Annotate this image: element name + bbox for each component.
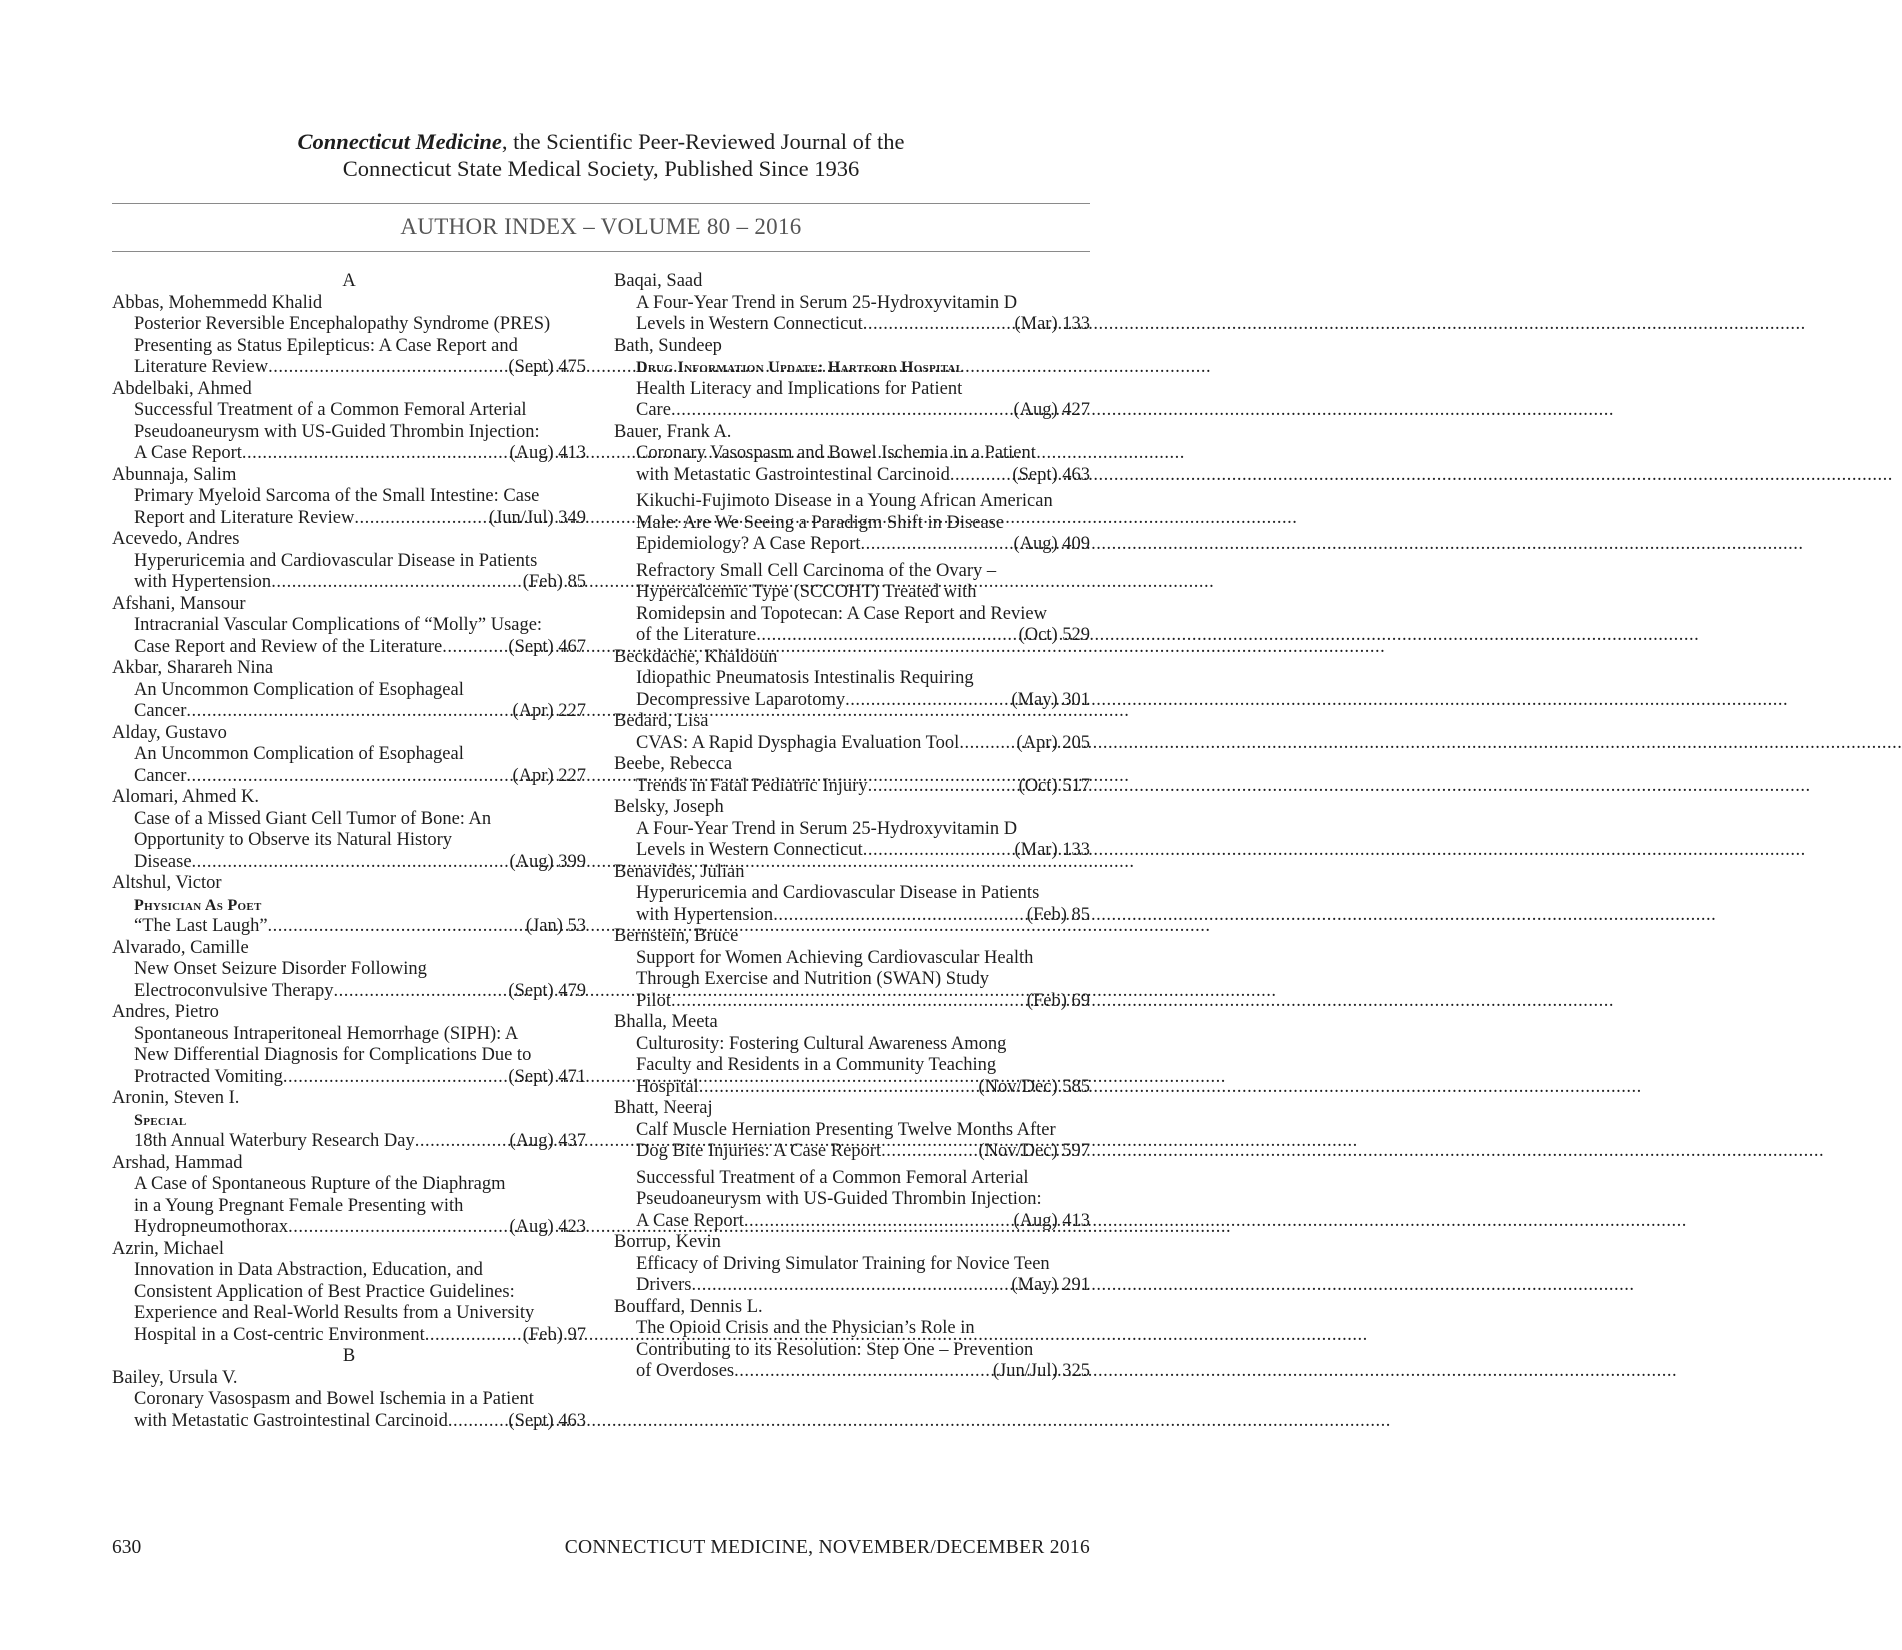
article-title-end: Case Report and Review of the Literature — [134, 636, 443, 657]
issue-page-ref: (Feb) 97 — [522, 1324, 586, 1345]
article-title-line: New Differential Diagnosis for Complications Due to — [134, 1045, 532, 1065]
journal-name: Connecticut Medicine — [297, 129, 502, 154]
article-citation — [134, 1389, 586, 1432]
department-heading: Drug Information Update: Hartford Hospital — [636, 359, 964, 376]
issue-page-ref: (Mar) 133 — [1014, 314, 1090, 334]
author-name: Altshul, Victor — [112, 873, 222, 893]
issue-page-ref: (Jan) 53 — [525, 916, 586, 936]
article-title-end: A Case Report — [636, 1210, 744, 1231]
article-citation — [134, 680, 586, 723]
author-name: Andres, Pietro — [112, 1002, 219, 1022]
article-title-end: with Metastatic Gastrointestinal Carcinoid — [636, 464, 950, 485]
author-name: Bailey, Ursula V. — [112, 1367, 238, 1388]
dot-leader — [186, 701, 512, 723]
article-title-end: Disease — [134, 851, 192, 872]
dot-leader — [881, 1141, 978, 1163]
issue-page-ref: (May) 291 — [1011, 1275, 1090, 1295]
article-citation — [636, 1254, 1090, 1297]
author-name: Abdelbaki, Ahmed — [112, 378, 252, 399]
author-entry — [112, 938, 586, 1003]
author-entry — [614, 422, 1090, 647]
author-name: Arshad, Hammad — [112, 1152, 243, 1173]
issue-page-ref: (Aug) 413 — [509, 443, 586, 463]
article-citation — [134, 1024, 586, 1089]
dot-leader — [268, 916, 526, 938]
article-title-line: Health Literacy and Implications for Patient — [636, 378, 963, 399]
article-title-end: Pilot — [636, 990, 671, 1011]
author-name: Bouffard, Dennis L. — [614, 1296, 763, 1317]
issue-page-ref: (Apr) 227 — [512, 765, 586, 786]
author-name: Benavides, Julian — [614, 861, 745, 882]
issue-page-ref: (Feb) 69 — [1026, 990, 1090, 1011]
article-title-line: Faculty and Residents in a Community Teaching — [636, 1055, 997, 1075]
issue-page-ref: (Nov/Dec) 585 — [978, 1076, 1090, 1097]
index-letter: A — [342, 271, 356, 291]
article-last-line — [134, 852, 586, 874]
author-name: Azrin, Michael — [112, 1238, 224, 1259]
article-title-end: Literature Review — [134, 357, 269, 377]
author-entry — [112, 1368, 586, 1433]
author-entry — [112, 1239, 586, 1347]
article-last-line — [636, 1275, 1090, 1297]
article-last-line — [134, 637, 586, 659]
dot-leader — [354, 508, 489, 530]
article-title-line: Contributing to its Resolution: Step One – Prevention — [636, 1339, 1034, 1360]
article-title-line: Coronary Vasospasm and Bowel Ischemia in a Patient — [134, 1389, 534, 1409]
article-last-line — [134, 357, 586, 379]
article-last-line — [134, 508, 586, 530]
article-last-line — [636, 400, 1090, 422]
author-name: Bauer, Frank A. — [614, 421, 732, 442]
issue-page-ref: (Aug) 437 — [509, 1131, 586, 1151]
article-title-line: Idiopathic Pneumatosis Intestinalis Requiring — [636, 668, 974, 688]
dot-leader — [863, 840, 1015, 862]
article-last-line — [636, 776, 1090, 798]
issue-page-ref: (Feb) 85 — [522, 572, 586, 592]
issue-page-ref: (Oct) 517 — [1018, 775, 1090, 796]
dot-leader — [442, 637, 508, 659]
article-citation — [636, 883, 1090, 926]
author-name: Acevedo, Andres — [112, 529, 240, 549]
article-last-line — [636, 625, 1090, 647]
article-title-line: Experience and Real-World Results from a University — [134, 1303, 535, 1323]
article-title-line: A Four-Year Trend in Serum 25-Hydroxyvitamin D — [636, 818, 1018, 839]
article-citation — [636, 443, 1090, 486]
dot-leader — [756, 625, 1018, 647]
author-name: Beckdache, Khaldoun — [614, 646, 778, 667]
journal-header — [112, 128, 1090, 182]
dot-leader — [744, 1211, 1014, 1233]
article-citation — [134, 1260, 586, 1346]
author-entry — [112, 1088, 586, 1153]
article-title-end: Report and Literature Review — [134, 507, 355, 528]
header-divider-top — [112, 203, 1090, 204]
article-title-line: Calf Muscle Herniation Presenting Twelve Months After — [636, 1119, 1056, 1140]
article-title-line: Pseudoaneurysm with US-Guided Thrombin Injection: — [134, 421, 540, 442]
dot-leader — [868, 776, 1019, 798]
dot-leader — [192, 852, 510, 874]
article-title-end: A Case Report — [134, 443, 242, 463]
article-last-line — [636, 840, 1090, 862]
article-citation — [636, 1168, 1090, 1233]
issue-page-ref: (Sept) 463 — [508, 1410, 586, 1431]
article-last-line — [636, 1211, 1090, 1233]
article-last-line — [134, 916, 586, 938]
author-entry — [112, 594, 586, 659]
dot-leader — [861, 534, 1014, 556]
article-title-line: Through Exercise and Nutrition (SWAN) Study — [636, 969, 989, 989]
index-title: AUTHOR INDEX – VOLUME 80 – 2016 — [400, 214, 802, 239]
dot-leader — [242, 443, 510, 465]
article-title-line: An Uncommon Complication of Esophageal — [134, 744, 464, 764]
article-title-line: Case of a Missed Giant Cell Tumor of Bone: An — [134, 808, 492, 829]
article-citation — [134, 551, 586, 594]
dot-leader — [734, 1361, 993, 1383]
article-last-line — [134, 443, 586, 465]
article-citation — [134, 959, 586, 1002]
article-title-end: of Overdoses — [636, 1361, 735, 1381]
issue-page-ref: (May) 301 — [1011, 689, 1090, 710]
dot-leader — [283, 1067, 509, 1089]
issue-page-ref: (Feb) 85 — [1026, 904, 1090, 925]
author-name: Baqai, Saad — [614, 271, 703, 291]
article-citation — [134, 314, 586, 379]
article-title-line: Presenting as Status Epilepticus: A Case Report and — [134, 335, 518, 356]
article-citation — [636, 491, 1090, 556]
dot-leader — [959, 733, 1016, 755]
article-citation — [636, 1034, 1090, 1099]
article-last-line — [134, 1131, 586, 1153]
article-title-end: Hospital — [636, 1076, 699, 1097]
issue-page-ref: (Mar) 133 — [1014, 840, 1090, 860]
department-heading: Special — [134, 1111, 187, 1129]
article-title-line: Posterior Reversible Encephalopathy Syndrome (PRES) — [134, 314, 551, 334]
author-entry — [112, 379, 586, 465]
article-citation — [636, 948, 1090, 1013]
article-title-end: Decompressive Laparotomy — [636, 689, 846, 710]
author-name: Akbar, Sharareh Nina — [112, 658, 274, 678]
author-entry — [614, 336, 1090, 422]
article-title-end: Electroconvulsive Therapy — [134, 980, 334, 1001]
issue-page-ref: (Sept) 475 — [508, 357, 586, 377]
article-title-line: Kikuchi-Fujimoto Disease in a Young African American — [636, 491, 1053, 511]
article-last-line — [134, 766, 586, 788]
author-name: Aronin, Steven I. — [112, 1088, 240, 1108]
article-title-line: Consistent Application of Best Practice Guidelines: — [134, 1281, 515, 1302]
author-name: Bhalla, Meeta — [614, 1012, 718, 1032]
article-title-line: Male: Are We Seeing a Paradigm Shift in Disease — [636, 512, 1005, 533]
department-heading: Physician As Poet — [134, 896, 262, 914]
article-title-line: Opportunity to Observe its Natural History — [134, 830, 453, 850]
author-entry — [614, 1232, 1090, 1297]
article-title-line: Culturosity: Fostering Cultural Awareness Among — [636, 1033, 1007, 1054]
author-entry — [614, 271, 1090, 336]
dot-leader — [415, 1131, 510, 1153]
header-title-rest: , the Scientific Peer-Reviewed Journal of the — [501, 129, 905, 154]
article-title-line: Successful Treatment of a Common Femoral Arterial — [636, 1167, 1029, 1188]
article-last-line — [636, 1141, 1090, 1163]
article-last-line — [636, 465, 1090, 487]
dot-leader — [288, 1217, 509, 1239]
author-name: Afshani, Mansour — [112, 593, 246, 614]
article-title-line: Refractory Small Cell Carcinoma of the Ovary – — [636, 560, 997, 581]
author-entry — [112, 465, 586, 530]
article-last-line — [134, 1411, 586, 1433]
issue-page-ref: (Aug) 423 — [509, 1217, 586, 1237]
article-title-end: of the Literature — [636, 625, 757, 645]
article-title-end: with Hypertension — [134, 572, 272, 592]
issue-page-ref: (Oct) 529 — [1018, 625, 1090, 645]
article-title-line: Successful Treatment of a Common Femoral Arterial — [134, 400, 527, 420]
issue-page-ref: (Aug) 399 — [509, 851, 586, 872]
article-title-end: Cancer — [134, 765, 187, 786]
article-title-line: Spontaneous Intraperitoneal Hemorrhage (SIPH): A — [134, 1023, 519, 1044]
author-name: Abunnaja, Salim — [112, 464, 237, 485]
issue-page-ref: (Sept) 463 — [1012, 464, 1090, 485]
dot-leader — [671, 991, 1027, 1013]
author-name: Bedard, Lisa — [614, 711, 709, 731]
issue-page-ref: (Apr) 205 — [1016, 732, 1090, 753]
page-number: 630 — [112, 1537, 142, 1558]
article-citation — [134, 486, 586, 529]
issue-page-ref: (Aug) 427 — [1013, 400, 1090, 420]
article-title-line: A Case of Spontaneous Rupture of the Diaphragm — [134, 1174, 506, 1194]
dot-leader — [334, 981, 509, 1003]
dot-leader — [671, 400, 1014, 422]
article-title-line: Coronary Vasospasm and Bowel Ischemia in a Patient — [636, 443, 1036, 463]
author-name: Beebe, Rebecca — [614, 754, 733, 774]
article-citation — [636, 293, 1090, 336]
article-title-end: with Hypertension — [636, 904, 774, 925]
author-entry — [112, 873, 586, 938]
article-title-line: An Uncommon Complication of Esophageal — [134, 679, 464, 700]
author-name: Bernstein, Bruce — [614, 926, 739, 946]
article-title-line: Innovation in Data Abstraction, Education, and — [134, 1260, 483, 1280]
article-citation — [636, 379, 1090, 422]
author-entry — [112, 529, 586, 594]
issue-page-ref: (Sept) 471 — [508, 1066, 586, 1087]
article-citation — [636, 561, 1090, 647]
article-title-end: 18th Annual Waterbury Research Day — [134, 1131, 415, 1151]
article-last-line — [134, 1217, 586, 1239]
dot-leader — [186, 766, 512, 788]
author-entry — [614, 754, 1090, 797]
article-title-line: Hyperuricemia and Cardiovascular Disease in Patients — [134, 550, 538, 571]
article-title-line: A Four-Year Trend in Serum 25-Hydroxyvitamin D — [636, 292, 1018, 313]
article-title-end: Trends in Fatal Pediatric Injury — [636, 775, 868, 796]
article-title-line: Hypercalcemic Type (SCCOHT) Treated with — [636, 582, 977, 602]
dot-leader — [271, 572, 523, 594]
author-name: Borrup, Kevin — [614, 1232, 721, 1252]
article-citation — [134, 1174, 586, 1239]
article-last-line — [636, 1077, 1090, 1099]
author-name: Alvarado, Camille — [112, 937, 249, 958]
article-citation — [134, 615, 586, 658]
issue-page-ref: (Jun/Jul) 349 — [488, 507, 586, 528]
article-title-line: Primary Myeloid Sarcoma of the Small Intestine: Case — [134, 486, 540, 506]
author-entry — [112, 293, 586, 379]
issue-page-ref: (Apr) 227 — [512, 701, 586, 721]
article-last-line — [134, 701, 586, 723]
article-title-end: Hospital in a Cost-centric Environment — [134, 1324, 425, 1345]
author-name: Alomari, Ahmed K. — [112, 787, 259, 807]
dot-leader — [845, 690, 1011, 712]
dot-leader — [863, 314, 1015, 336]
author-entry — [614, 1297, 1090, 1383]
issue-page-ref: (Nov/Dec) 597 — [978, 1141, 1090, 1161]
article-title-line: Pseudoaneurysm with US-Guided Thrombin Injection: — [636, 1189, 1042, 1209]
article-last-line — [636, 314, 1090, 336]
article-title-line: Hyperuricemia and Cardiovascular Disease in Patients — [636, 883, 1040, 903]
article-title-line: Efficacy of Driving Simulator Training for Novice Teen — [636, 1253, 1050, 1274]
author-name: Abbas, Mohemmedd Khalid — [112, 292, 323, 313]
article-title-line: in a Young Pregnant Female Presenting with — [134, 1195, 464, 1216]
article-last-line — [636, 733, 1090, 755]
author-entry — [112, 658, 586, 723]
article-title-end: Epidemiology? A Case Report — [636, 534, 861, 554]
header-line-1 — [112, 128, 1090, 155]
article-title-end: Protracted Vomiting — [134, 1066, 283, 1087]
article-citation — [636, 668, 1090, 711]
article-last-line — [636, 991, 1090, 1013]
article-title-end: Dog Bite Injuries: A Case Report — [636, 1141, 882, 1161]
article-title-line: Intracranial Vascular Complications of “Molly” Usage: — [134, 615, 543, 635]
article-citation — [636, 1120, 1090, 1163]
dot-leader — [699, 1077, 979, 1099]
header-divider-bottom — [112, 251, 1090, 252]
article-title-end: Care — [636, 400, 671, 420]
article-citation — [636, 819, 1090, 862]
article-citation — [134, 916, 586, 938]
dot-leader — [950, 465, 1012, 487]
author-entry — [614, 647, 1090, 712]
article-last-line — [134, 981, 586, 1003]
article-last-line — [134, 1325, 586, 1347]
article-citation — [636, 776, 1090, 798]
author-entry — [614, 1098, 1090, 1232]
article-citation — [636, 733, 1090, 755]
author-entry — [614, 926, 1090, 1012]
index-column-left — [112, 271, 586, 1432]
author-entry — [112, 787, 586, 873]
article-last-line — [636, 534, 1090, 556]
author-name: Alday, Gustavo — [112, 722, 227, 743]
dot-leader — [773, 905, 1027, 927]
issue-page-ref: (Jun/Jul) 325 — [992, 1361, 1090, 1381]
article-title-end: Hydropneumothorax — [134, 1217, 289, 1237]
article-citation — [134, 809, 586, 874]
article-last-line — [134, 1067, 586, 1089]
dot-leader — [448, 1411, 508, 1433]
issue-page-ref: (Sept) 479 — [508, 980, 586, 1001]
author-name: Bhatt, Neeraj — [614, 1098, 713, 1118]
author-entry — [614, 711, 1090, 754]
author-name: Bath, Sundeep — [614, 335, 722, 356]
issue-page-ref: (Aug) 409 — [1013, 534, 1090, 554]
article-title-end: Drivers — [636, 1275, 692, 1295]
article-citation — [134, 400, 586, 465]
article-title-end: with Metastatic Gastrointestinal Carcinoid — [134, 1410, 448, 1431]
author-entry — [112, 723, 586, 788]
article-citation — [134, 1131, 586, 1153]
article-last-line — [636, 690, 1090, 712]
article-title-line: The Opioid Crisis and the Physician’s Role in — [636, 1318, 975, 1338]
author-entry — [614, 1012, 1090, 1098]
index-letter: B — [342, 1346, 356, 1366]
index-column-right — [614, 271, 1090, 1383]
dot-leader — [268, 357, 508, 379]
footer-journal-issue: CONNECTICUT MEDICINE, NOVEMBER/DECEMBER 2016 — [564, 1537, 1090, 1558]
author-entry — [112, 1002, 586, 1088]
issue-page-ref: (Aug) 413 — [1013, 1210, 1090, 1231]
article-title-end: Levels in Western Connecticut — [636, 840, 863, 860]
article-last-line — [636, 905, 1090, 927]
article-title-line: Support for Women Achieving Cardiovascular Health — [636, 947, 1034, 968]
article-title-end: “The Last Laugh” — [134, 916, 268, 936]
article-title-end: Cancer — [134, 701, 187, 721]
issue-page-ref: (Sept) 467 — [508, 636, 586, 657]
article-title-line: New Onset Seizure Disorder Following — [134, 959, 427, 979]
article-citation — [134, 744, 586, 787]
header-line-2: Connecticut State Medical Society, Published Since 1936 — [342, 156, 860, 181]
author-entry — [614, 862, 1090, 927]
article-title-end: CVAS: A Rapid Dysphagia Evaluation Tool — [636, 732, 960, 753]
article-last-line — [134, 572, 586, 594]
article-citation — [636, 1318, 1090, 1383]
author-name: Belsky, Joseph — [614, 797, 724, 817]
author-entry — [614, 797, 1090, 862]
author-entry — [112, 1153, 586, 1239]
dot-leader — [691, 1275, 1011, 1297]
article-last-line — [636, 1361, 1090, 1383]
dot-leader — [425, 1325, 523, 1347]
article-title-end: Levels in Western Connecticut — [636, 314, 863, 334]
article-title-line: Romidepsin and Topotecan: A Case Report and Review — [636, 603, 1047, 624]
